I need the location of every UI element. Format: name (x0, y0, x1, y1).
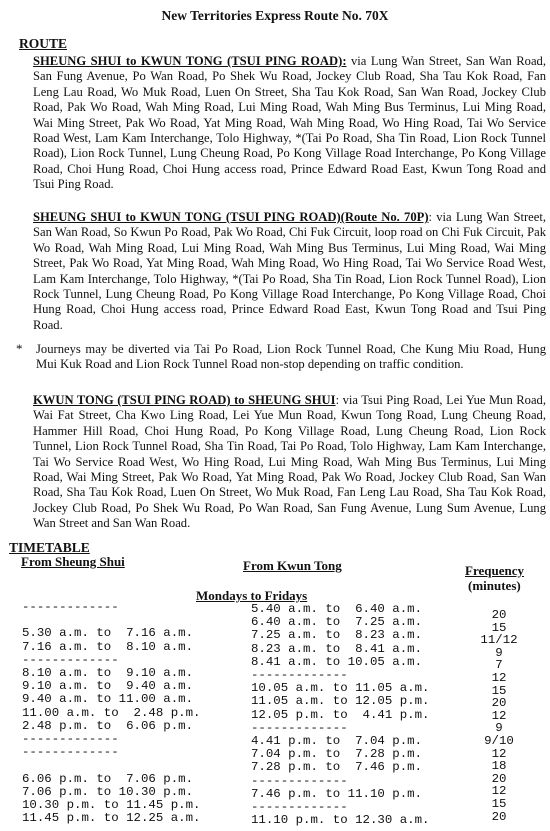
separator-line: ------------- (22, 600, 119, 614)
frequency-value: 20 (491, 608, 507, 622)
separator-line: ------------- (22, 652, 119, 667)
timetable-heading: TIMETABLE (9, 540, 90, 555)
frequency-value: 18 (491, 759, 507, 774)
frequency-value: 15 (491, 797, 507, 811)
diversion-note: Journeys may be diverted via Tai Po Road, Lion Rock Tunnel Road, Che Kung Miu Road, Hung Mui Kuk Road and Lion Rock Tunnel Road non-stop depending on traffic condition. (36, 342, 546, 372)
frequency-value: 9 (495, 721, 503, 736)
col-from-sheung-shui: From Sheung Shui (21, 554, 125, 569)
time-range: 11.05 a.m. to 12.05 p.m. (251, 694, 430, 709)
route-name: KWUN TONG (TSUI PING ROAD) to SHEUNG SHUI (33, 393, 336, 407)
document-title: New Territories Express Route No. 70X (161, 8, 389, 23)
time-range: 6.06 p.m. to 7.06 p.m. (22, 771, 194, 786)
time-range: 2.48 p.m. to 6.06 p.m. (22, 718, 194, 733)
route-text: : via Tsui Ping Road, Lei Yue Mun Road, Wai Fat Street, Cha Kwo Ling Road, Lei Yue Mun Road, Kwun Tong Road, Lung Cheung Road, Hammer Hill Road, Choi Hung Road, Po Kong Village Road, Lung Cheung Road, Lion Rock Tunnel, Lion Rock Tunnel Road, Sha Tin Road, Tai Po Road, Tolo Highway, Lam Kam Interchange, Tai Wo Service Road West, Wo Hing Road, Lui Ming Road, Wah Ming Bus Terminus, Lui Ming Road, Wai Ming Street, Pak Wo Road, Yat Ming Road, Pak Wo Road, Jockey Club Road, San Wan Road, Sha Tau Kok Road, Luen On Street, Wo Muk Road, Fan Leng Lau Road, Sha Tau Kok Road, Jockey Club Road, Po Shek Wu Road, Po Wan Road, San Fung Avenue, Lung Sum Avenue, Lung Wan Street and San Wan Road. (33, 393, 547, 531)
route-description-70p (33, 210, 546, 333)
separator-line: ------------- (251, 668, 348, 682)
time-range: 4.41 p.m. to 7.04 p.m. (251, 734, 423, 748)
time-range: 7.16 a.m. to 8.10 a.m. (22, 639, 194, 654)
route-description-ss-kt (33, 54, 546, 193)
frequency-value: 15 (491, 683, 507, 698)
time-range: 7.25 a.m. to 8.23 a.m. (251, 628, 423, 643)
route-name: SHEUNG SHUI to KWUN TONG (TSUI PING ROAD)(Route No. 70P) (33, 210, 429, 224)
time-range: 6.40 a.m. to 7.25 a.m. (251, 615, 423, 630)
frequency-value: 15 (491, 620, 507, 635)
frequency-value: 9/10 (484, 734, 514, 748)
frequency-value: 11/12 (480, 633, 518, 648)
time-range: 11.10 p.m. to 12.30 a.m. (251, 813, 430, 828)
time-range: 7.04 p.m. to 7.28 p.m. (251, 747, 423, 762)
time-range: 5.40 a.m. to 6.40 a.m. (251, 602, 423, 616)
time-range: 7.06 p.m. to 10.30 p.m. (22, 784, 194, 799)
frequency-value: 20 (491, 809, 507, 824)
time-range: 10.05 a.m. to 11.05 a.m. (251, 681, 430, 696)
route-text: : via Lung Wan Street, San Wan Road, So Kwun Po Road, Pak Wo Road, Chi Fuk Circuit, loop road on Chi Fuk Circuit, Pak Wo Road, Wah Ming Road, Lui Ming Road, Wah Ming Bus Terminus, Lui Ming Road, Wai Ming Street, Pak Wo Road, Yat Ming Road, Wah Ming Road, Wo Hing Road, Tai Wo Service Road West, Lam Kam Interchange, Tolo Highway, *(Tai Po Road, Sha Tin Road, Lion Rock Tunnel Road), Lion Rock Tunnel, Lung Cheung Road, Po Kong Village Road Interchange, Po Kong Village Road, Choi Hung Road, Choi Hung access road, Prince Edward Road East, Kwun Tong Road and Tsui Ping Road. (33, 210, 546, 332)
col-from-kwun-tong: From Kwun Tong (243, 558, 342, 573)
time-range: 11.45 p.m. to 12.25 a.m. (22, 811, 201, 826)
time-range: 8.10 a.m. to 9.10 a.m. (22, 666, 194, 680)
frequency-value: 20 (491, 696, 507, 711)
day-label: Mondays to Fridays (196, 588, 308, 603)
time-range: 7.46 p.m. to 11.10 p.m. (251, 786, 423, 801)
route-text: via Lung Wan Street, San Wan Road, San Fung Avenue, Po Wan Road, Po Shek Wu Road, Jockey Club Road, Sha Tau Kok Road, Fan Leng Lau Road, Wo Muk Road, Luen On Street, Sha Tau Kok Road, San Wan Road, Jockey Club Road, Pak Wo Road, Wah Ming Road, Lui Ming Road, Wah Ming Bus Terminus, Lui Ming Road, Wai Ming Street, Pak Wo Road, Yat Ming Road, Wah Ming Road, Wo Hing Road, Tai Wo Service Road West, Lam Kam Interchange, Tolo Highway, *(Tai Po Road, Sha Tin Road, Lion Rock Tunnel Road), Lion Rock Tunnel, Lung Cheung Road, Po Kong Village Road Interchange, Po Kong Village Road, Choi Hung Road, Choi Hung access road, Prince Edward Road East, Kwun Tong Road and Tsui Ping Road. (33, 54, 546, 192)
col-frequency: Frequency (465, 563, 524, 578)
route-heading: ROUTE (19, 36, 68, 51)
time-range: 8.41 a.m. to 10.05 a.m. (251, 654, 423, 669)
col-frequency-unit: (minutes) (468, 578, 521, 593)
frequency-value: 9 (495, 645, 503, 660)
route-description-kt-ss (33, 393, 546, 532)
time-range: 7.28 p.m. to 7.46 p.m. (251, 760, 423, 775)
time-range: 11.00 a.m. to 2.48 p.m. (22, 705, 201, 720)
frequency-value: 12 (491, 708, 507, 723)
separator-line: ------------- (22, 732, 119, 746)
separator-line: ------------- (251, 800, 348, 814)
time-range: 9.10 a.m. to 9.40 a.m. (22, 679, 194, 694)
time-range: 10.30 p.m. to 11.45 p.m. (22, 798, 201, 812)
frequency-value: 12 (491, 784, 507, 799)
frequency-value: 20 (491, 771, 507, 786)
route-name: SHEUNG SHUI to KWUN TONG (TSUI PING ROAD): (33, 54, 347, 68)
footnote-marker: * (16, 341, 23, 356)
separator-line: ------------- (22, 745, 119, 760)
time-range: 8.23 a.m. to 8.41 a.m. (251, 641, 423, 656)
separator-line: ------------- (251, 773, 348, 788)
time-range: 5.30 a.m. to 7.16 a.m. (22, 626, 194, 641)
time-range: 12.05 p.m. to 4.41 p.m. (251, 707, 430, 722)
frequency-value: 12 (491, 746, 507, 761)
separator-line: ------------- (251, 720, 348, 735)
frequency-value: 12 (491, 671, 507, 685)
time-range: 9.40 a.m. to 11.00 a.m. (22, 692, 194, 707)
frequency-value: 7 (495, 658, 503, 673)
